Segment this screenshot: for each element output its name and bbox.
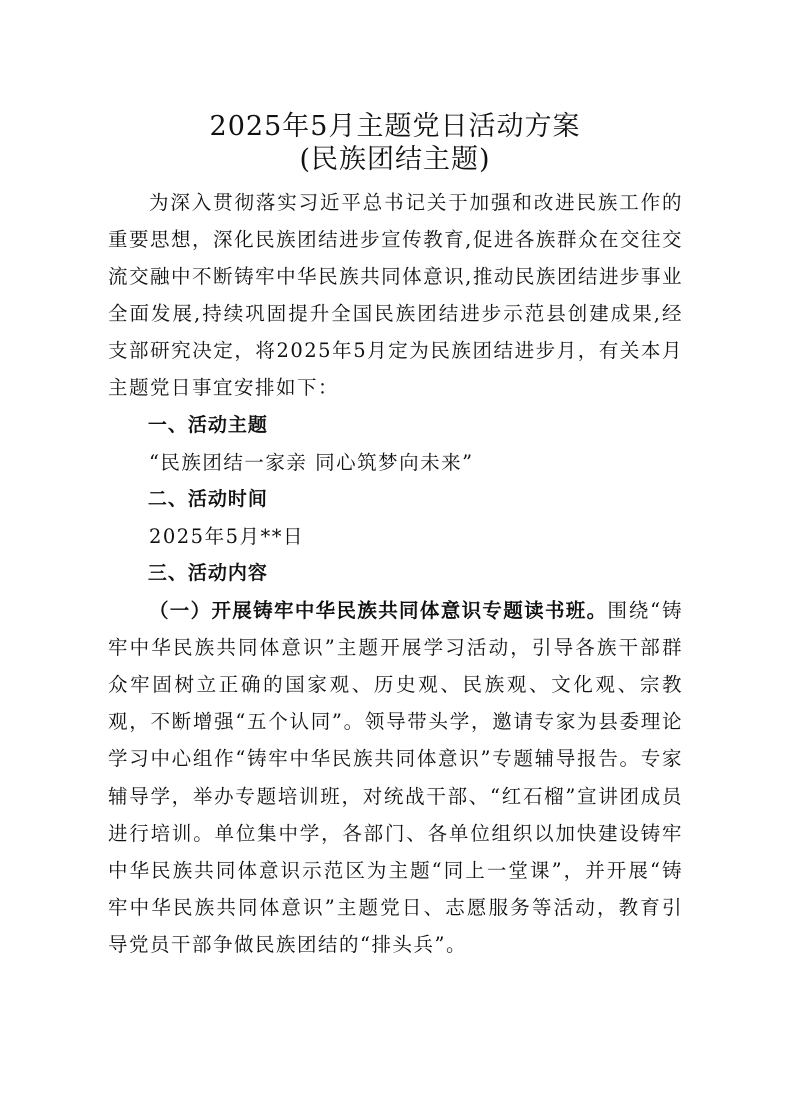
section-3-item-1-heading: （一）开展铸牢中华民族共同体意识专题读书班。 <box>148 599 608 623</box>
document-body <box>108 184 683 963</box>
section-3-item-1-text: 围绕“铸牢中华民族共同体意识”主题开展学习活动，引导各族干部群众牢固树立正确的国家观、历史观、民族观、文化观、宗教观，不断增强“五个认同”。领导带头学，邀请专家为县委理论学习中心组作“铸牢中华民族共同体意识”专题辅导报告。专家辅导学，举办专题培训班，对统战干部、“红石榴”宣讲团成员进行培训。单位集中学，各部门、各单位组织以加快建设铸牢中华民族共同体意识示范区为主题“同上一堂课”，并开展“铸牢中华民族共同体意识”主题党日、志愿服务等活动，教育引导党员干部争做民族团结的“排头兵”。 <box>108 599 683 956</box>
section-2-content: 2025年5月**日 <box>148 524 304 548</box>
document-title: 2025年5月主题党日活动方案 <box>209 111 581 142</box>
section-2-heading: 二、活动时间 <box>147 487 268 510</box>
intro-paragraph: 为深入贯彻落实习近平总书记关于加强和改进民族工作的重要思想，深化民族团结进步宣传教育,促进各族群众在交往交流交融中不断铸牢中华民族共同体意识,推动民族团结进步事业全面发展,持续巩固提升全国民族团结进步示范县创建成果,经支部研究决定，将2025年5月定为民族团结进步月，有关本月主题党日事宜安排如下： <box>108 191 683 400</box>
section-3-item-1 <box>108 592 683 963</box>
section-1-content: “民族团结一家亲 同心筑梦向未来” <box>148 450 474 474</box>
section-1-heading: 一、活动主题 <box>147 413 268 436</box>
document-subtitle: (民族团结主题) <box>299 144 491 175</box>
section-3-heading: 三、活动内容 <box>147 561 268 584</box>
